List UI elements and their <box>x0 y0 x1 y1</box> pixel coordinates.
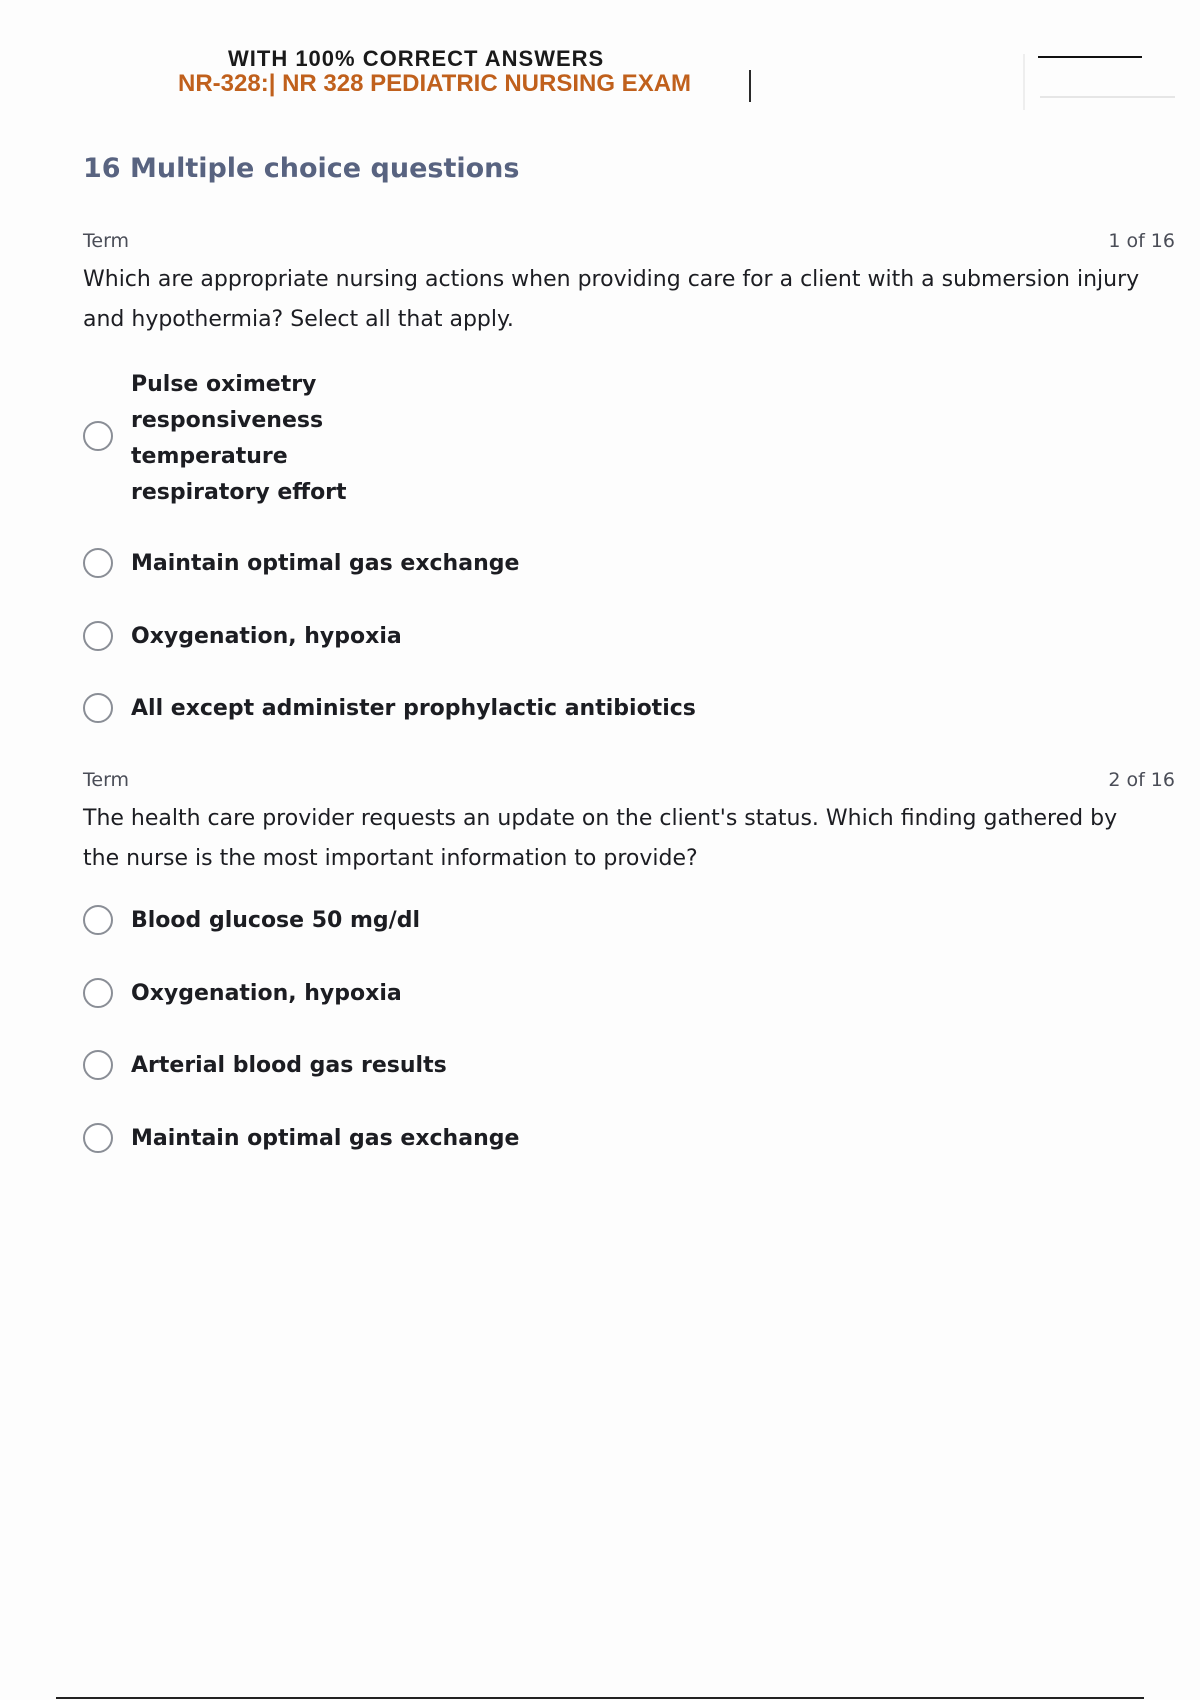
header-rule-faint <box>1040 96 1175 98</box>
radio-button[interactable] <box>83 905 113 935</box>
radio-button[interactable] <box>83 1050 113 1080</box>
question-text: The health care provider requests an update on the client's status. Which finding gathered by the nurse is the most important information to provide? <box>83 806 1118 871</box>
radio-button[interactable] <box>83 621 113 651</box>
answer-option[interactable] <box>83 1123 983 1159</box>
answer-option-lines <box>131 367 347 511</box>
radio-button[interactable] <box>83 421 113 451</box>
answer-option-line: Pulse oximetry <box>131 372 317 397</box>
answer-option-label: Arterial blood gas results <box>131 1053 447 1078</box>
cut-off-header-text <box>228 40 638 71</box>
answer-option-line: respiratory effort <box>131 480 347 505</box>
question-counter: 2 of 16 <box>1108 769 1175 791</box>
term-label: Term <box>83 769 130 791</box>
answer-option-label: Oxygenation, hypoxia <box>131 624 402 649</box>
answer-option-label: All except administer prophylactic antibiotics <box>131 696 696 721</box>
question-count-heading: 16 Multiple choice questions <box>83 153 520 184</box>
header-divider <box>1023 54 1025 110</box>
term-label: Term <box>83 230 130 252</box>
answer-option-line: responsiveness <box>131 408 324 433</box>
document-title: NR-328:| NR 328 PEDIATRIC NURSING EXAM <box>178 70 692 97</box>
radio-button[interactable] <box>83 978 113 1008</box>
answer-option[interactable] <box>83 978 983 1014</box>
answer-option-label: Maintain optimal gas exchange <box>131 551 520 576</box>
answer-option-line: temperature <box>131 444 288 469</box>
cut-off-header-label: WITH 100% CORRECT ANSWERS <box>228 46 605 71</box>
answer-option[interactable] <box>83 693 983 729</box>
footer-rule <box>56 1697 1144 1699</box>
answer-option[interactable] <box>83 905 983 941</box>
answer-option-label: Oxygenation, hypoxia <box>131 981 402 1006</box>
answer-option-label: Maintain optimal gas exchange <box>131 1126 520 1151</box>
answer-option[interactable] <box>83 548 983 584</box>
radio-button[interactable] <box>83 548 113 578</box>
question-text: Which are appropriate nursing actions when providing care for a client with a submersion injury and hypothermia? Select all that apply. <box>83 267 1140 332</box>
header-rule <box>1038 56 1142 58</box>
answer-option[interactable] <box>83 1050 983 1086</box>
answer-option[interactable] <box>83 367 983 511</box>
text-cursor <box>749 70 751 102</box>
question-counter: 1 of 16 <box>1108 230 1175 252</box>
answer-option-label: Blood glucose 50 mg/dl <box>131 908 420 933</box>
radio-button[interactable] <box>83 693 113 723</box>
answer-option[interactable] <box>83 621 983 657</box>
radio-button[interactable] <box>83 1123 113 1153</box>
